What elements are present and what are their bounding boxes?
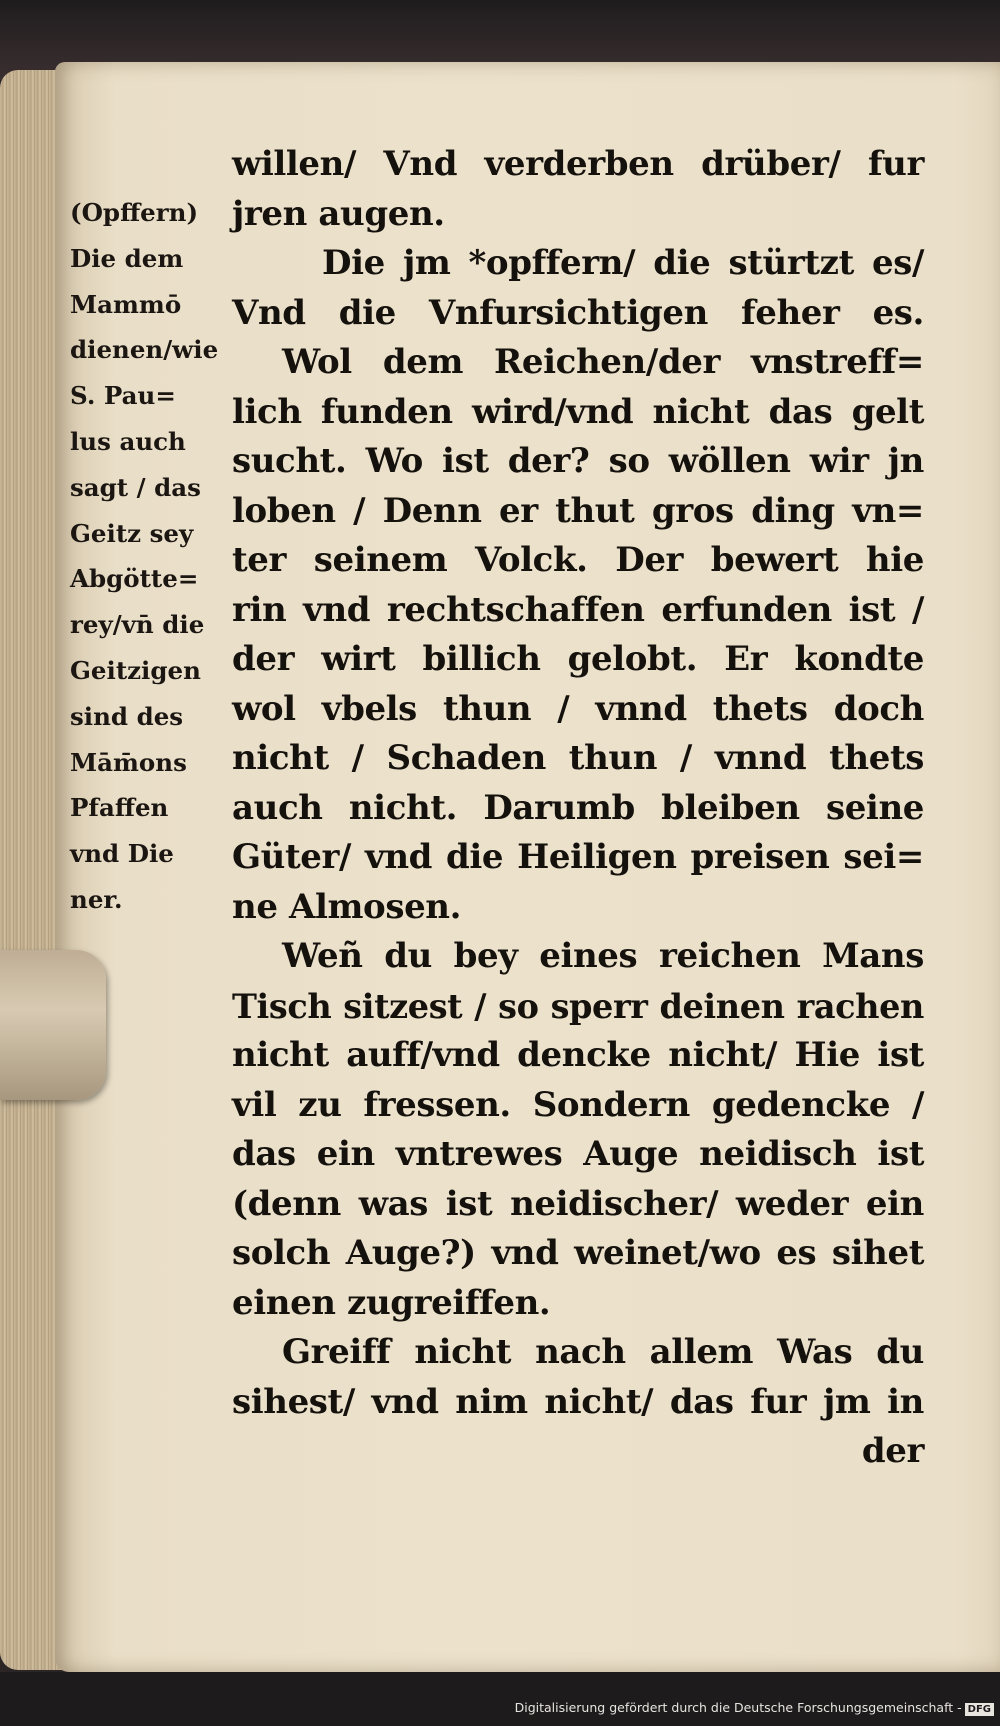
text-line: Güter/ vnd die Heiligen preisen sei= [232, 837, 924, 877]
text-line: Vnd die Vnfursichtigen feher es. [232, 292, 924, 333]
text-line: Weñ du bey eines reichen Mans [282, 936, 924, 976]
text-line: auch nicht. Darumb bleiben seine [232, 787, 924, 828]
text-line: wol vbels thun / vnnd thets doch [232, 688, 924, 729]
text-line: sihest/ vnd nim nicht/ das fur jm in [232, 1381, 924, 1422]
text-line: der wirt billich gelobt. Er kondte [232, 639, 924, 679]
catchword: der [861, 1431, 924, 1471]
margin-note-line: Mammō [70, 289, 182, 319]
text-line: solch Auge?) vnd weinet/wo es sihet [232, 1233, 924, 1273]
text-line: Greiff nicht nach allem Was du [282, 1332, 924, 1372]
text-line: rin vnd rechtschaffen erfunden ist / [232, 589, 924, 630]
margin-note-line: rey/vn̄ die [70, 610, 205, 640]
margin-note-line: Geitz sey [70, 518, 194, 548]
margin-note-line: dienen/wie [70, 335, 219, 365]
text-line: Die jm *opffern/ die stürtzt es/ [322, 243, 924, 283]
text-line: Wol dem Reichen/der vnstreff= [282, 342, 924, 382]
margin-note [70, 190, 230, 923]
margin-note-line: Abgötte= [70, 564, 199, 594]
margin-note-line: S. Pau= [70, 381, 176, 411]
credit-text: Digitalisierung gefördert durch die Deutsche Forschungsgemeinschaft - [514, 1700, 962, 1715]
scan-background-bottom [0, 1672, 1000, 1726]
margin-note-line: Mām̄ons [70, 747, 187, 777]
text-line: sucht. Wo ist der? so wöllen wir jn [232, 441, 924, 481]
margin-note-line: lus auch [70, 426, 186, 456]
text-line: einen zugreiffen. [232, 1282, 551, 1323]
page-clip [0, 950, 106, 1100]
main-text-block [232, 140, 924, 1477]
margin-note-line: Die dem [70, 243, 184, 273]
margin-note-line: Geitzigen [70, 655, 201, 685]
text-line: das ein vntrewes Auge neidisch ist [232, 1134, 924, 1174]
text-line: willen/ Vnd verderben drüber/ fur [232, 144, 924, 184]
text-line: ter seinem Volck. Der bewert hie [232, 540, 924, 580]
margin-note-line: sind des [70, 701, 184, 731]
margin-note-line: ner. [70, 884, 123, 914]
text-line: jren augen. [232, 193, 445, 234]
text-line: vil zu fressen. Sondern gedencke / [232, 1084, 924, 1125]
dfg-logo: DFG [965, 1703, 994, 1716]
margin-note-line: sagt / das [70, 472, 201, 502]
digitization-credit [515, 1700, 994, 1716]
margin-note-line: Pfaffen [70, 793, 169, 823]
text-line: lich funden wird/vnd nicht das gelt [232, 391, 924, 432]
text-line: (denn was ist neidischer/ weder ein [232, 1183, 924, 1224]
text-line: loben / Denn er thut gros ding vn= [232, 490, 924, 531]
text-line: nicht auff/vnd dencke nicht/ Hie ist [232, 1035, 924, 1075]
text-line: Tisch sitzest / so sperr deinen rachen [232, 986, 924, 1026]
margin-note-line: vnd Die [70, 839, 174, 869]
text-line: nicht / Schaden thun / vnnd thets [232, 738, 924, 778]
text-line: ne Almosen. [232, 886, 462, 927]
margin-note-line: (Opffern) [70, 198, 199, 227]
